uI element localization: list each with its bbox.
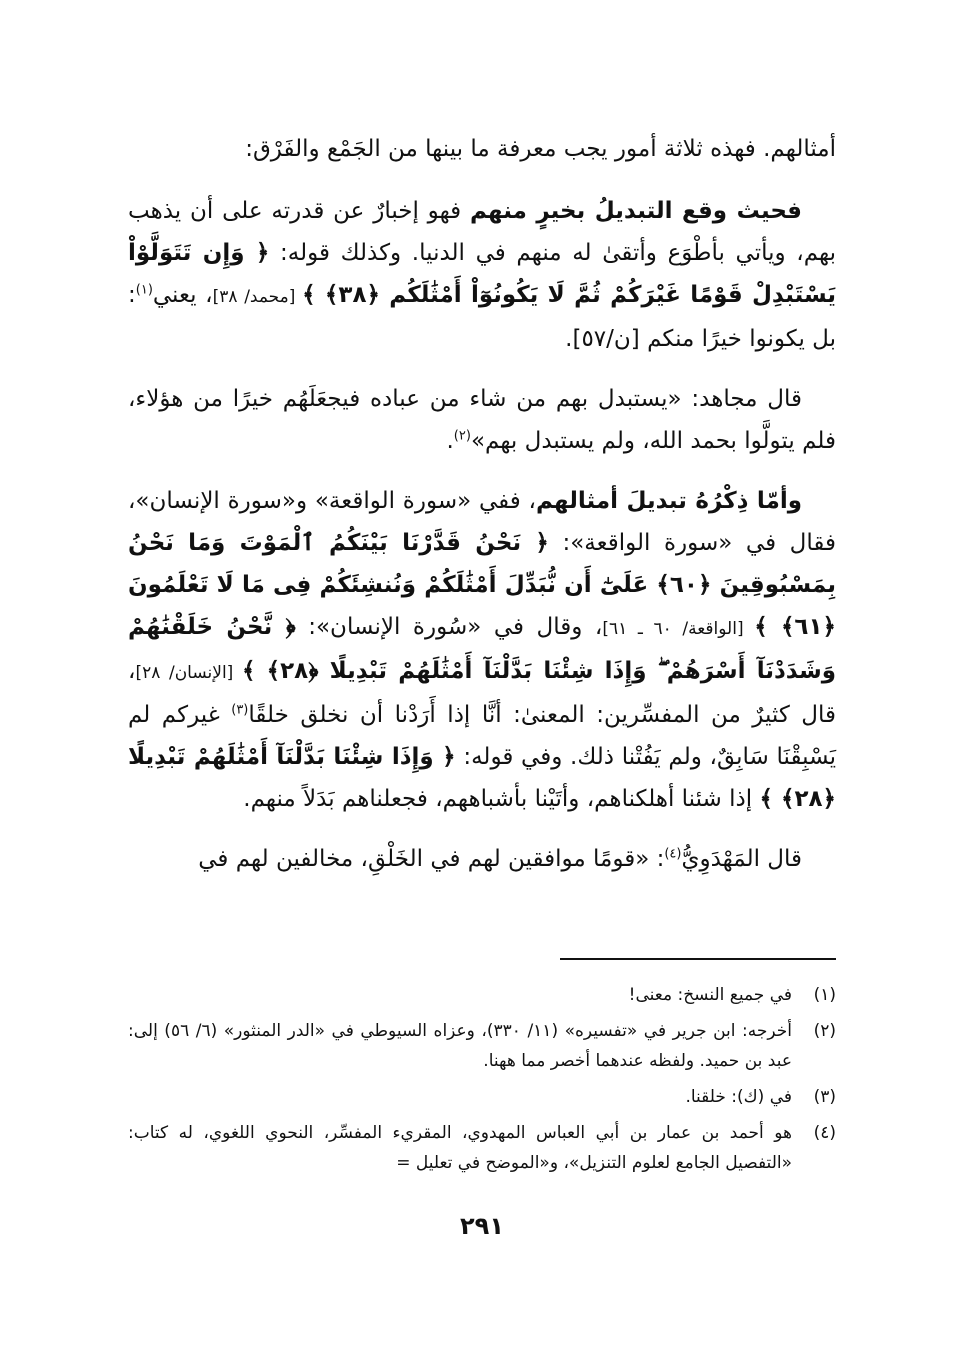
footnote-marker-2[interactable]: (٢) — [453, 428, 471, 444]
footnote-item — [128, 1016, 836, 1076]
footnote-item — [128, 1118, 836, 1178]
footnote-marker-1[interactable]: (١) — [135, 282, 153, 298]
page-number: ٢٩١ — [460, 1212, 504, 1240]
footnote-text: في (ك): خلقنا. — [685, 1087, 792, 1107]
paragraph-5-text: قال المَهْدَوِيُّ — [681, 846, 802, 872]
footnote-marker-4[interactable]: (٤) — [664, 846, 682, 862]
paragraph-4-heading: وأمّا ذِكْرُهُ تبديلَ أمثالهم — [535, 488, 802, 514]
paragraph-2-heading: فحيث وقع التبديلُ بخيرٍ منهم — [469, 198, 802, 224]
paragraph-4-text-3: ، قال كثيرٌ من المفسِّرين: المعنىٰ: أنَّا إذا أَرَدْنا أن نخلق خلقًا — [128, 658, 837, 728]
footnote-divider — [560, 958, 836, 960]
paragraph-2 — [128, 190, 836, 360]
paragraph-4-text-4: غيركم لم يَسْبِقْنَا سَابِقٌ، ولم يَفُتْنا ذلك. وفي قوله: — [128, 702, 836, 770]
paragraph-3 — [128, 378, 836, 462]
footnote-number: (٢) — [813, 1021, 836, 1041]
quran-verse-waqiah-60-61: ﴿ نَحْنُ قَدَّرْنَا بَيْنَكُمُ ٱلْمَوْتَ وَمَا نَحْنُ بِمَسْبُوقِينَ ﴿٦٠﴾ عَلَىٰٓ أَن نُّبَدِّلَ أَمْثَٰلَكُمْ وَنُنشِئَكُمْ فِى مَا لَا تَعْلَمُونَ ﴿٦١﴾ ﴾ — [128, 530, 837, 640]
paragraph-2-end: : بل يكونوا خيرًا منكم [ن/٥٧]. — [128, 282, 836, 352]
footnote-text: أخرجه: ابن جرير في «تفسيره» (١١/ ٣٣٠)، وعزاه السيوطي في «الدر المنثور» (٦/ ٥٦) إلى: عبد بن حميد. ولفظه عندهما أخصر مما ههنا. — [128, 1021, 792, 1071]
footnote-number: (١) — [813, 985, 836, 1005]
footnote-marker-3[interactable]: (٣) — [231, 702, 249, 718]
paragraph-3-end: . — [446, 428, 454, 454]
paragraph-1 — [128, 128, 836, 170]
paragraph-2-text: فهو إخبارٌ عن قدرته على أن يذهب بهم، ويأتي بأطْوَع وأتقىٰ له منهم في الدنيا. وكذلك قوله: — [128, 198, 837, 266]
footnote-text: هو أحمد بن عمار بن أبي العباس المهدوي، المقريء المفسِّر، النحوي اللغوي، له كتاب: «التفصيل الجامع لعلوم التنزيل»، و«الموضح في تعليل = — [128, 1123, 792, 1173]
verse-reference-waqiah: [الواقعة/ ٦٠ ـ ٦١] — [602, 619, 755, 639]
footnote-number: (٣) — [813, 1087, 836, 1107]
paragraph-5 — [128, 838, 836, 880]
paragraph-2-after: ، يعني — [152, 282, 213, 308]
footnote-item — [128, 980, 836, 1010]
paragraph-4-text-2: ، وقال في «سُورة الإنسان»: — [295, 614, 603, 640]
paragraph-1-text: أمثالهم. فهذه ثلاثة أمور يجب معرفة ما بينها من الجَمْع والفَرْق: — [245, 136, 836, 162]
paragraph-4-text-1: ، ففي «سورة الواقعة» و«سورة الإنسان»، فقال في «سورة الواقعة»: — [128, 488, 836, 556]
footnote-item — [128, 1082, 836, 1112]
paragraph-5-end: : «قومًا موافقين لهم في الخَلْقِ، مخالفين لهم في — [198, 846, 665, 872]
verse-reference-insan: [الإنسان/ ٢٨] — [135, 663, 242, 683]
footnote-text: في جميع النسخ: معنى! — [628, 985, 792, 1005]
footnotes — [128, 980, 836, 1184]
paragraph-4 — [128, 480, 836, 820]
page-body — [128, 128, 836, 898]
paragraph-4-text-5: إذا شئنا أهلكناهم، وأتَيْنا بأشباههم، فجعلناهم بَدَلاً منهم. — [243, 786, 760, 812]
footnote-number: (٤) — [813, 1123, 836, 1143]
quran-verse-insan-28-part: ﴿ وَإِذَا شِئْنَا بَدَّلْنَآ أَمْثَٰلَهُمْ تَبْدِيلًا ﴿٢٨﴾ ﴾ — [128, 744, 836, 812]
verse-reference-muhammad: [محمد/ ٣٨] — [212, 287, 303, 307]
quran-verse-muhammad-38: ﴿ وَإِن تَتَوَلَّوْاْ يَسْتَبْدِلْ قَوْمًا غَيْرَكُمْ ثُمَّ لَا يَكُونُوٓاْ أَمْثَٰلَكُم ﴿٣٨﴾ ﴾ — [128, 240, 837, 308]
quran-verse-insan-28: ﴿ نَّحْنُ خَلَقْنَٰهُمْ وَشَدَدْنَآ أَسْرَهُمْ ۖ وَإِذَا شِئْنَا بَدَّلْنَآ أَمْثَٰلَهُمْ تَبْدِيلًا ﴿٢٨﴾ ﴾ — [128, 614, 837, 684]
paragraph-3-text: قال مجاهد: «يستبدل بهم من شاء من عباده فيجعَلَهُم خيرًا من هؤلاء، فلم يتولَّوا بحمد الله، ولم يستبدل بهم» — [128, 386, 836, 454]
